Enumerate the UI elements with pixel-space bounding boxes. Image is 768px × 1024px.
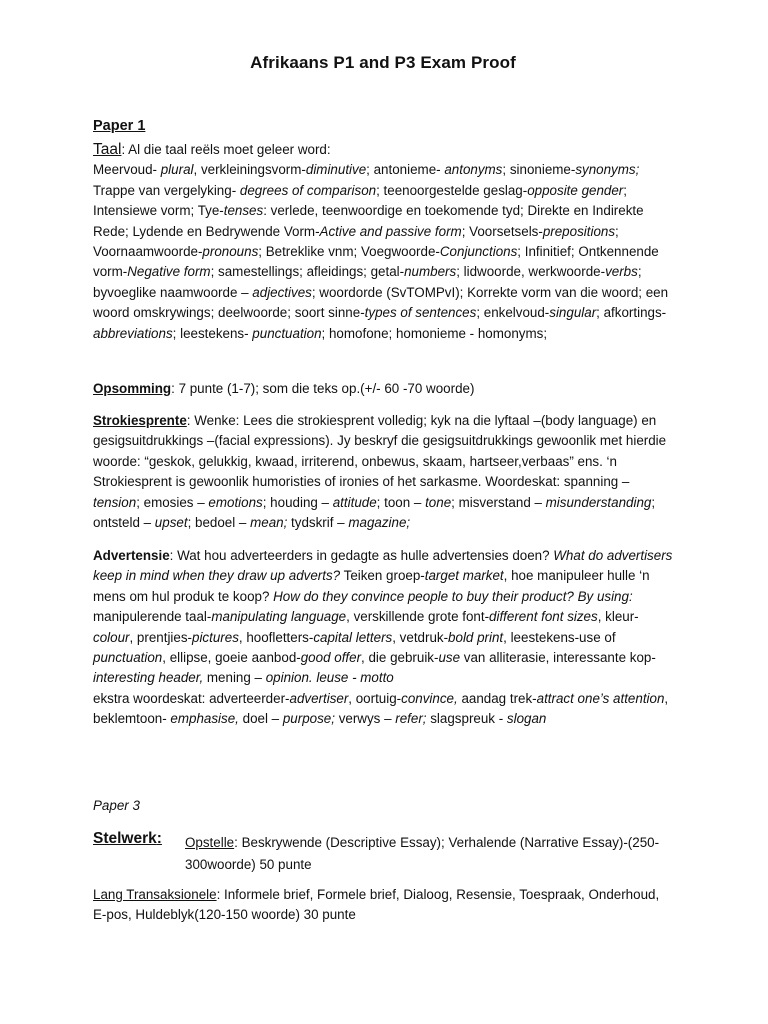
paper1-heading: Paper 1	[93, 118, 146, 134]
text-run: numbers	[404, 264, 457, 280]
text-run: interesting header,	[93, 670, 204, 686]
text-run: aandag trek-	[457, 690, 537, 706]
text-run: , hoofletters-	[238, 629, 314, 645]
text-run: abbreviations	[93, 325, 173, 341]
text-run: , beklemtoon-	[93, 690, 669, 727]
text-run: verbs	[605, 264, 638, 280]
text-run: : Al die taal reëls moet geleer word:	[121, 142, 331, 157]
text-run: , prentjies-	[129, 629, 192, 645]
text-run: ; Betreklike vnm; Voegwoorde-	[258, 244, 440, 260]
text-run: ; sinonieme-	[502, 162, 576, 178]
text-run: Teiken groep-	[340, 568, 425, 584]
text-run: : Informele brief, Formele brief, Dialoog, Resensie, Toespraak, Onderhoud, E-pos, Huldeblyk(120-150 woorde) 30 punte	[93, 887, 660, 923]
text-run: , kleur-	[597, 609, 639, 625]
text-run: ; antonieme-	[366, 162, 445, 178]
text-run: diminutive	[305, 162, 367, 178]
text-run: bold print	[448, 629, 504, 645]
text-run: tension	[93, 494, 137, 510]
text-run: , leestekens-use of	[503, 629, 616, 645]
text-run: attitude	[332, 494, 377, 510]
text-run: tone	[425, 494, 452, 510]
text-run: singular	[549, 305, 597, 321]
text-run: ; lidwoorde, werkwoorde-	[456, 264, 606, 280]
text-run: : Wenke: Lees die strokiesprent volledig; kyk na die lyftaal –(body language) en gesigsuitdrukkings –(facial expressions). Jy beskryf die gesigsuitdrukkings gewoonlik met hierdie woorde: “geskok, gelukkig, kwaad, irriterend, onbewus, skaam, hartseer,verbaas” ens. ‘n Strokiesprent is gewoonlik humoristies of ironies of het sarkasme. Woordeskat: spanning –	[93, 413, 667, 490]
text-run: ; houding –	[262, 494, 333, 510]
text-run: slogan	[506, 711, 547, 727]
text-run: manipulating language	[211, 609, 347, 625]
text-run: , vetdruk-	[392, 629, 449, 645]
text-run: magazine;	[348, 515, 411, 531]
text-run: pictures	[192, 629, 239, 645]
text-run: opinion. leuse - motto	[265, 670, 394, 686]
text-run: ; Intensiewe vorm; Tye-	[93, 182, 627, 219]
text-run: good offer	[300, 650, 362, 666]
text-run: purpose;	[282, 711, 335, 727]
text-run: van alliterasie, interessante kop-	[460, 650, 656, 666]
text-run: slagspreuk -	[426, 711, 507, 727]
document-title: Afrikaans P1 and P3 Exam Proof	[250, 53, 516, 72]
text-run: , ellipse, goeie aanbod-	[162, 650, 301, 666]
text-run: types of sentences	[364, 305, 477, 321]
text-run: degrees of comparison	[239, 182, 377, 198]
text-run: punctuation	[252, 325, 322, 341]
opstelle-label: Opstelle	[185, 835, 235, 850]
text-run: synonyms;	[575, 162, 640, 178]
text-run: ; bedoel –	[187, 515, 251, 531]
text-run: capital letters	[313, 629, 393, 645]
text-run: emphasise,	[170, 711, 239, 727]
lang-transaksionele-label: Lang Transaksionele	[93, 887, 217, 902]
text-run: , verkleiningsvorm-	[193, 162, 306, 178]
text-run: ; samestellings; afleidings; getal-	[210, 264, 405, 280]
text-run: ; misverstand –	[451, 494, 546, 510]
text-run: antonyms	[444, 162, 503, 178]
text-run: advertiser	[289, 690, 349, 706]
strokiesprente-section	[93, 411, 673, 533]
text-run: : Beskrywende (Descriptive Essay); Verhalende (Narrative Essay)-(250-300woorde) 50 punte	[185, 835, 660, 872]
text-run: :	[156, 830, 162, 847]
taal-section	[93, 140, 673, 344]
text-run: , verskillende grote font-	[346, 609, 490, 625]
text-run: verwys –	[334, 711, 396, 727]
text-run: ; teenoorgestelde geslag-	[376, 182, 528, 198]
text-run: mean;	[250, 515, 288, 531]
text-run: How do they convince people to buy their product? By using:	[273, 588, 633, 604]
text-run: upset	[154, 515, 188, 531]
lang-transaksionele-section	[93, 885, 673, 926]
opsomming-section	[93, 379, 673, 399]
text-run: colour	[93, 629, 130, 645]
text-run: attract one’s attention	[536, 690, 665, 706]
text-run: , hoe manipuleer hulle ‘n mens om hul produk te koop?	[93, 568, 650, 604]
text-run: tydskrif –	[287, 515, 349, 531]
text-run: Negative form	[127, 264, 211, 280]
stelwerk-label	[93, 830, 162, 848]
text-run: , die gebruik-	[361, 650, 439, 666]
text-run: opposite gender	[527, 182, 624, 198]
text-run: adjectives	[252, 284, 312, 300]
text-run: , oortuig-	[348, 690, 402, 706]
taal-label: Taal	[93, 141, 122, 158]
opsomming-label: Opsomming	[93, 381, 172, 396]
text-run: emotions	[208, 494, 263, 510]
text-run: convince,	[401, 690, 458, 706]
text-run: doel –	[238, 711, 283, 727]
text-run: ; byvoeglike naamwoorde –	[93, 264, 642, 300]
text-run: target market	[424, 568, 504, 584]
text-run: plural	[160, 162, 194, 178]
text-run: ekstra woordeskat: adverteerder-	[93, 690, 290, 706]
text-run: Active and passive form	[319, 223, 462, 239]
text-run: ; enkelvoud-	[476, 305, 550, 321]
advertensie-label: Advertensie	[93, 548, 170, 563]
text-run: Trappe van vergelyking-	[93, 182, 240, 198]
text-run: misunderstanding	[545, 494, 652, 510]
text-run: Meervoud-	[93, 162, 161, 178]
text-run: use	[438, 650, 461, 666]
stelwerk-body	[185, 832, 673, 875]
advertensie-section	[93, 546, 673, 730]
text-run: : 7 punte (1-7); som die teks op.(+/- 60 -70 woorde)	[171, 381, 475, 396]
strokiesprente-label: Strokiesprente	[93, 413, 187, 428]
text-run: Conjunctions	[439, 244, 518, 260]
text-run: tenses	[223, 203, 264, 219]
text-run: manipulerende taal-	[93, 609, 212, 625]
text-run: prepositions	[542, 223, 616, 239]
text-run: ; leestekens-	[172, 325, 253, 341]
text-run: punctuation	[93, 650, 163, 666]
text-run: : Wat hou adverteerders in gedagte as hulle advertensies doen?	[169, 548, 554, 563]
text-run: ; emosies –	[136, 494, 209, 510]
text-run: ; Infinitief; Ontkennende vorm-	[93, 244, 659, 280]
text-run: ; homofone; homonieme - homonyms;	[321, 325, 548, 341]
text-run: refer;	[395, 711, 427, 727]
text-run: ; woordorde (SvTOMPvI); Korrekte vorm van die woord; een woord omskrywings; deelwoorde; soort sinne-	[93, 284, 669, 321]
text-run: ; toon –	[376, 494, 426, 510]
text-run: ; Voorsetsels-	[461, 223, 543, 239]
text-run: ; afkortings-	[596, 305, 667, 321]
text-run: ; Voornaamwoorde-	[93, 223, 619, 260]
text-run: ; ontsteld –	[93, 494, 656, 531]
text-run: : verlede, teenwoordige en toekomende tyd; Direkte en Indirekte Rede; Lydende en Bedrywende Vorm-	[93, 203, 644, 239]
text-run: pronouns	[202, 244, 259, 260]
paper3-heading: Paper 3	[93, 798, 140, 813]
text-run: different font sizes	[489, 609, 598, 625]
text-run: What do advertisers keep in mind when they draw up adverts?	[93, 548, 673, 584]
text-run: mening –	[203, 670, 266, 686]
text-run: Stelwerk	[93, 830, 157, 847]
